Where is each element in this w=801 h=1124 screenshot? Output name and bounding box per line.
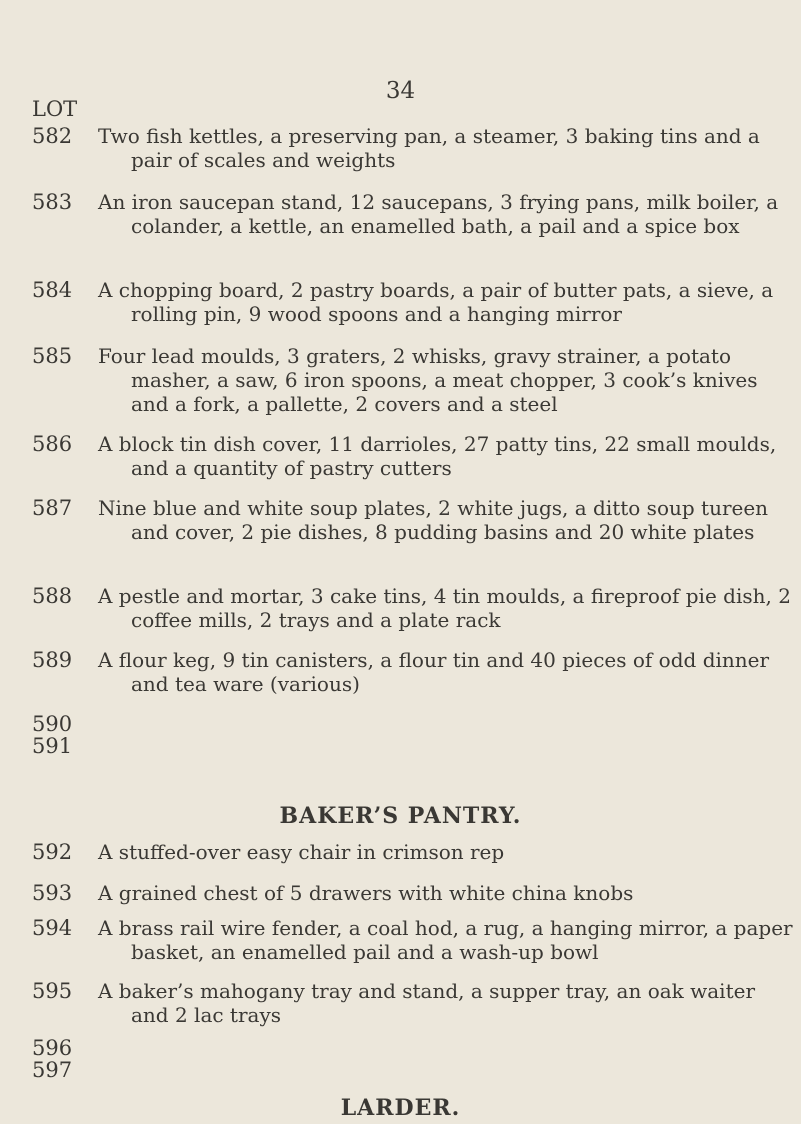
lot-entry (32, 881, 797, 905)
lot-number: 589 (32, 648, 73, 672)
lot-description: Four lead moulds, 3 graters, 2 whisks, gravy strainer, a potato masher, a saw, 6 iron spoons, a meat chopper, 3 cook’s knives and a fork, a pallette, 2 covers and a steel (98, 344, 758, 416)
lot-entry (32, 344, 797, 416)
lot-number: 584 (32, 278, 73, 302)
lot-entry (32, 840, 797, 864)
lot-entry (32, 496, 797, 544)
lot-description: Two fish kettles, a preserving pan, a steamer, 3 baking tins and a pair of scales and weights (98, 124, 760, 172)
lot-entry (32, 916, 797, 964)
lot-number: 591 (32, 734, 73, 758)
section-heading: BAKER’S PANTRY. (279, 803, 522, 829)
lot-description: A flour keg, 9 tin canisters, a flour tin and 40 pieces of odd dinner and tea ware (various) (98, 648, 770, 696)
lot-number: 586 (32, 432, 73, 456)
lot-description: Nine blue and white soup plates, 2 white jugs, a ditto soup tureen and cover, 2 pie dishes, 8 pudding basins and 20 white plates (98, 496, 769, 544)
lot-description: A pestle and mortar, 3 cake tins, 4 tin moulds, a fireproof pie dish, 2 coffee mills, 2 trays and a plate rack (98, 584, 791, 632)
lot-number: 588 (32, 584, 73, 608)
section-heading: LARDER. (340, 1095, 461, 1121)
lot-entry (32, 979, 797, 1027)
lot-number: 593 (32, 881, 73, 905)
lot-column-heading: LOT (32, 97, 78, 121)
lot-number: 592 (32, 840, 73, 864)
lot-entry (32, 648, 797, 696)
lot-number: 582 (32, 124, 73, 148)
lot-entry (32, 278, 797, 326)
lot-entry (32, 584, 797, 632)
lot-description: An iron saucepan stand, 12 saucepans, 3 frying pans, milk boiler, a colander, a kettle, an enamelled bath, a pail and a spice box (98, 190, 779, 238)
lot-number: 585 (32, 344, 73, 368)
lot-number: 596 (32, 1036, 73, 1060)
lot-entry (32, 432, 797, 480)
lot-description: A brass rail wire fender, a coal hod, a rug, a hanging mirror, a paper basket, an enamelled pail and a wash-up bowl (98, 916, 793, 964)
lot-description: A grained chest of 5 drawers with white china knobs (98, 881, 634, 905)
lot-number: 595 (32, 979, 73, 1003)
lot-number: 587 (32, 496, 73, 520)
lot-number: 590 (32, 712, 73, 736)
lot-description: A baker’s mahogany tray and stand, a supper tray, an oak waiter and 2 lac trays (98, 979, 756, 1027)
lot-entry (32, 190, 797, 238)
lot-number: 594 (32, 916, 73, 940)
lot-description: A chopping board, 2 pastry boards, a pair of butter pats, a sieve, a rolling pin, 9 wood spoons and a hanging mirror (98, 278, 774, 326)
lot-description: A block tin dish cover, 11 darrioles, 27 patty tins, 22 small moulds, and a quantity of pastry cutters (98, 432, 777, 480)
lot-number: 597 (32, 1058, 73, 1082)
lot-entry (32, 124, 797, 172)
lot-number: 583 (32, 190, 73, 214)
page-number: 34 (385, 78, 416, 104)
lot-description: A stuffed-over easy chair in crimson rep (98, 840, 505, 864)
